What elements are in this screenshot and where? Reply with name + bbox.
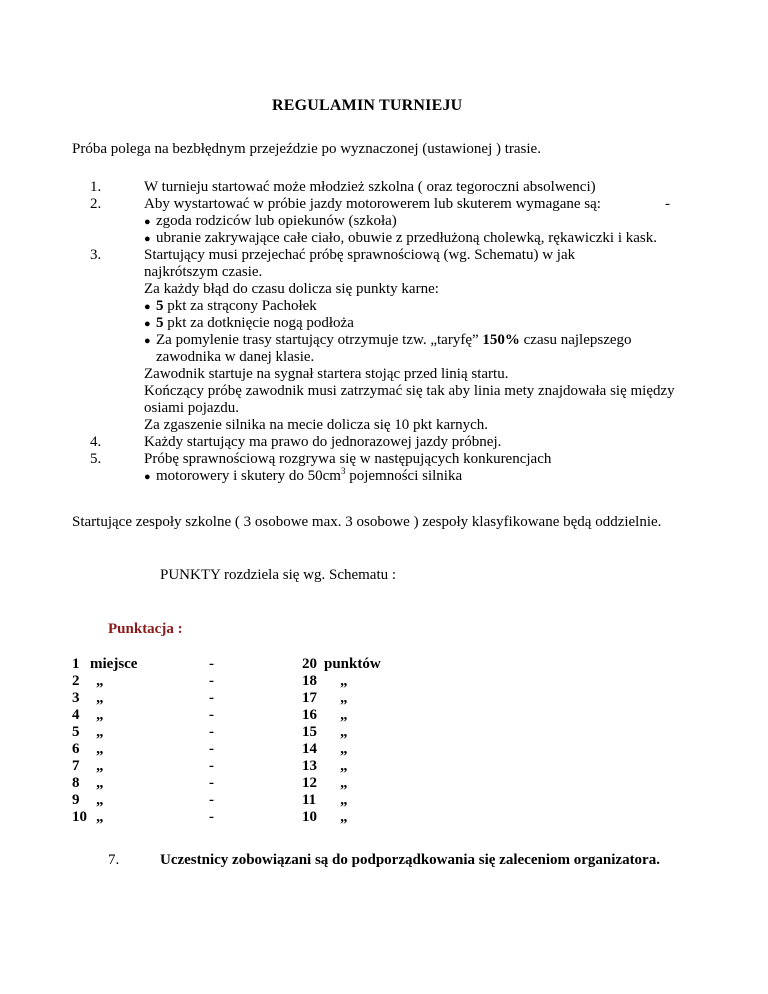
place-label: „ bbox=[96, 724, 104, 740]
place-label: „ bbox=[96, 809, 104, 825]
points-value: 17 bbox=[302, 690, 317, 706]
points-value: 10 bbox=[302, 809, 317, 825]
dash-separator: - bbox=[209, 707, 214, 723]
dash-separator: - bbox=[209, 775, 214, 791]
points-unit: „ bbox=[340, 809, 348, 825]
rule-3-line-6: osiami pojazdu. bbox=[144, 400, 239, 416]
rule-5-bullet-post: pojemności silnika bbox=[345, 468, 463, 484]
penalty-text-3-post: czasu najlepszego bbox=[519, 332, 632, 348]
place-label: „ bbox=[96, 690, 104, 706]
dash-separator: - bbox=[209, 758, 214, 774]
penalty-text-3-cont: zawodnika w danej klasie. bbox=[156, 349, 315, 365]
rule-number-4: 4. bbox=[90, 434, 102, 450]
rule-3-line-2: najkrótszym czasie. bbox=[144, 264, 263, 280]
place-number: 3 bbox=[72, 690, 80, 706]
dash-separator: - bbox=[209, 656, 214, 672]
teams-paragraph: Startujące zespoły szkolne ( 3 osobowe max. 3 osobowe ) zespoły klasyfikowane będą oddzielnie. bbox=[72, 514, 662, 530]
place-number: 9 bbox=[72, 792, 80, 808]
penalty-percent: 150% bbox=[482, 332, 520, 348]
rule-number-3: 3. bbox=[90, 247, 102, 263]
bullet-icon: ● bbox=[144, 233, 151, 245]
rule-2-bullet-1: zgoda rodziców lub opiekunów (szkoła) bbox=[156, 213, 397, 229]
place-label: „ bbox=[96, 775, 104, 791]
penalty-points-2: 5 bbox=[156, 315, 164, 331]
points-note: PUNKTY rozdziela się wg. Schematu : bbox=[160, 567, 397, 583]
points-unit: „ bbox=[340, 724, 348, 740]
bullet-icon: ● bbox=[144, 471, 151, 483]
dash-separator: - bbox=[209, 741, 214, 757]
penalty-text-2: pkt za dotknięcie nogą podłoża bbox=[163, 315, 354, 331]
place-label: „ bbox=[96, 741, 104, 757]
rule-number-2: 2. bbox=[90, 196, 102, 212]
bullet-icon: ● bbox=[144, 301, 151, 313]
place-label: „ bbox=[96, 792, 104, 808]
rule-number-5: 5. bbox=[90, 451, 102, 467]
place-number: 10 bbox=[72, 809, 87, 825]
dash-separator: - bbox=[209, 792, 214, 808]
points-unit: „ bbox=[340, 673, 348, 689]
bullet-icon: ● bbox=[144, 216, 151, 228]
rule-5-text: Próbę sprawnościową rozgrywa się w następujących konkurencjach bbox=[144, 451, 552, 467]
place-number: 2 bbox=[72, 673, 80, 689]
points-value: 16 bbox=[302, 707, 317, 723]
penalty-text-3-pre: Za pomylenie trasy startujący otrzymuje tzw. „taryfę” bbox=[156, 332, 483, 348]
points-unit: „ bbox=[340, 792, 348, 808]
place-label: miejsce bbox=[90, 656, 138, 672]
rule-4-text: Każdy startujący ma prawo do jednorazowej jazdy próbnej. bbox=[144, 434, 502, 450]
rule-2-bullet-2: ubranie zakrywające całe ciało, obuwie z przedłużoną cholewką, rękawiczki i kask. bbox=[156, 230, 657, 246]
points-unit: „ bbox=[340, 775, 348, 791]
points-unit: „ bbox=[340, 758, 348, 774]
place-number: 8 bbox=[72, 775, 80, 791]
superscript-3: 3 bbox=[340, 466, 346, 476]
dash-separator: - bbox=[209, 690, 214, 706]
points-unit: „ bbox=[340, 707, 348, 723]
place-label: „ bbox=[96, 707, 104, 723]
rule-1-text: W turnieju startować może młodzież szkolna ( oraz tegoroczni absolwenci) bbox=[144, 179, 596, 195]
points-value: 18 bbox=[302, 673, 317, 689]
bullet-icon: ● bbox=[144, 335, 151, 347]
points-value: 15 bbox=[302, 724, 317, 740]
place-number: 7 bbox=[72, 758, 80, 774]
dash-separator: - bbox=[209, 724, 214, 740]
points-value: 13 bbox=[302, 758, 317, 774]
dash-separator: - bbox=[209, 673, 214, 689]
points-unit: „ bbox=[340, 690, 348, 706]
points-unit: „ bbox=[340, 741, 348, 757]
rule-3-line-4: Zawodnik startuje na sygnał startera stojąc przed linią startu. bbox=[144, 366, 509, 382]
dash-separator: - bbox=[209, 809, 214, 825]
points-value: 14 bbox=[302, 741, 317, 757]
intro-paragraph: Próba polega na bezbłędnym przejeździe po wyznaczonej (ustawionej ) trasie. bbox=[72, 141, 541, 157]
points-value: 12 bbox=[302, 775, 317, 791]
points-unit: punktów bbox=[324, 656, 381, 672]
rule-7-text: Uczestnicy zobowiązani są do podporządkowania się zaleceniom organizatora. bbox=[160, 852, 660, 868]
rule-2-text: Aby wystartować w próbie jazdy motorowerem lub skuterem wymagane są: bbox=[144, 196, 601, 212]
rule-5-bullet-pre: motorowery i skutery do 50cm bbox=[156, 468, 341, 484]
points-value: 11 bbox=[302, 792, 317, 808]
document-title: REGULAMIN TURNIEJU bbox=[272, 97, 463, 114]
scoring-heading: Punktacja : bbox=[108, 621, 183, 637]
place-label: „ bbox=[96, 673, 104, 689]
rule-number-1: 1. bbox=[90, 179, 102, 195]
rule-3-line-3: Za każdy błąd do czasu dolicza się punkty karne: bbox=[144, 281, 439, 297]
list-item bbox=[144, 467, 462, 486]
penalty-text-1: pkt za strącony Pachołek bbox=[163, 298, 317, 314]
rule-3-line-5: Kończący próbę zawodnik musi zatrzymać się tak aby linia mety znajdowała się między bbox=[144, 383, 675, 399]
place-number: 1 bbox=[72, 656, 80, 672]
bullet-icon: ● bbox=[144, 318, 151, 330]
rule-2-dash: - bbox=[665, 196, 670, 212]
points-value: 20 bbox=[302, 656, 317, 672]
place-number: 6 bbox=[72, 741, 80, 757]
rule-number-7: 7. bbox=[108, 852, 120, 868]
rule-3-line-7: Za zgaszenie silnika na mecie dolicza się 10 pkt karnych. bbox=[144, 417, 489, 433]
place-number: 5 bbox=[72, 724, 80, 740]
rule-3-line-1: Startujący musi przejechać próbę sprawnościową (wg. Schematu) w jak bbox=[144, 247, 576, 263]
place-label: „ bbox=[96, 758, 104, 774]
penalty-points-1: 5 bbox=[156, 298, 164, 314]
place-number: 4 bbox=[72, 707, 80, 723]
